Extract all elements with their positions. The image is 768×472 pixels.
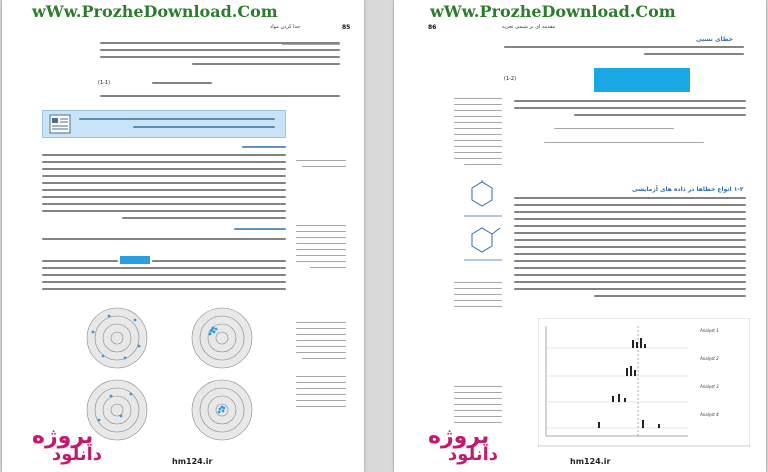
formula-box: [594, 68, 690, 92]
watermark: wWw.ProzheDownload.Com: [430, 2, 676, 21]
logo-text: پروژه: [32, 424, 94, 449]
legend-analyst-1: Analyst 1: [700, 328, 719, 333]
running-head: جدا کردن مواد: [270, 24, 301, 30]
target-2: [192, 308, 252, 368]
watermark: wWw.ProzheDownload.Com: [32, 2, 278, 21]
analyst-error-figure: [538, 318, 750, 448]
formula: [152, 82, 212, 84]
section-heading: [242, 146, 286, 148]
highlight-strip: [120, 256, 150, 264]
legend-analyst-3: Analyst 3: [700, 384, 719, 389]
site-logo: [32, 424, 132, 468]
subheading: [234, 228, 286, 230]
site-url: hm124.ir: [570, 457, 611, 466]
site-url: hm124.ir: [172, 457, 213, 466]
legend-analyst-2: Analyst 2: [700, 356, 719, 361]
left-page: [2, 0, 364, 472]
running-head: مقدمه ای بر شیمی تجزیه: [502, 24, 556, 30]
section-heading-2: ۱-۲ انواع خطاها در داده های آزمایشی: [632, 186, 744, 193]
right-page: [394, 0, 766, 472]
legend-analyst-4: Analyst 4: [700, 412, 719, 417]
target-1: [87, 308, 147, 368]
notebook-icon: [49, 114, 71, 134]
highlight-note-box: [42, 110, 286, 138]
site-logo: [428, 424, 528, 468]
logo-subtext: دانلود: [52, 444, 103, 465]
page-number: 85: [342, 24, 351, 31]
paragraph-line: [42, 238, 286, 240]
logo-text: پروژه: [428, 424, 490, 449]
formula-number: (1-1): [98, 80, 111, 86]
logo-subtext: دانلود: [448, 444, 499, 465]
page-number: 86: [428, 24, 437, 31]
chemical-structures: [452, 180, 512, 270]
target-4: [192, 380, 252, 440]
section-heading: خطای نسبی: [696, 36, 733, 43]
paragraph-line: [100, 95, 340, 97]
formula-number: (1-2): [504, 76, 517, 82]
